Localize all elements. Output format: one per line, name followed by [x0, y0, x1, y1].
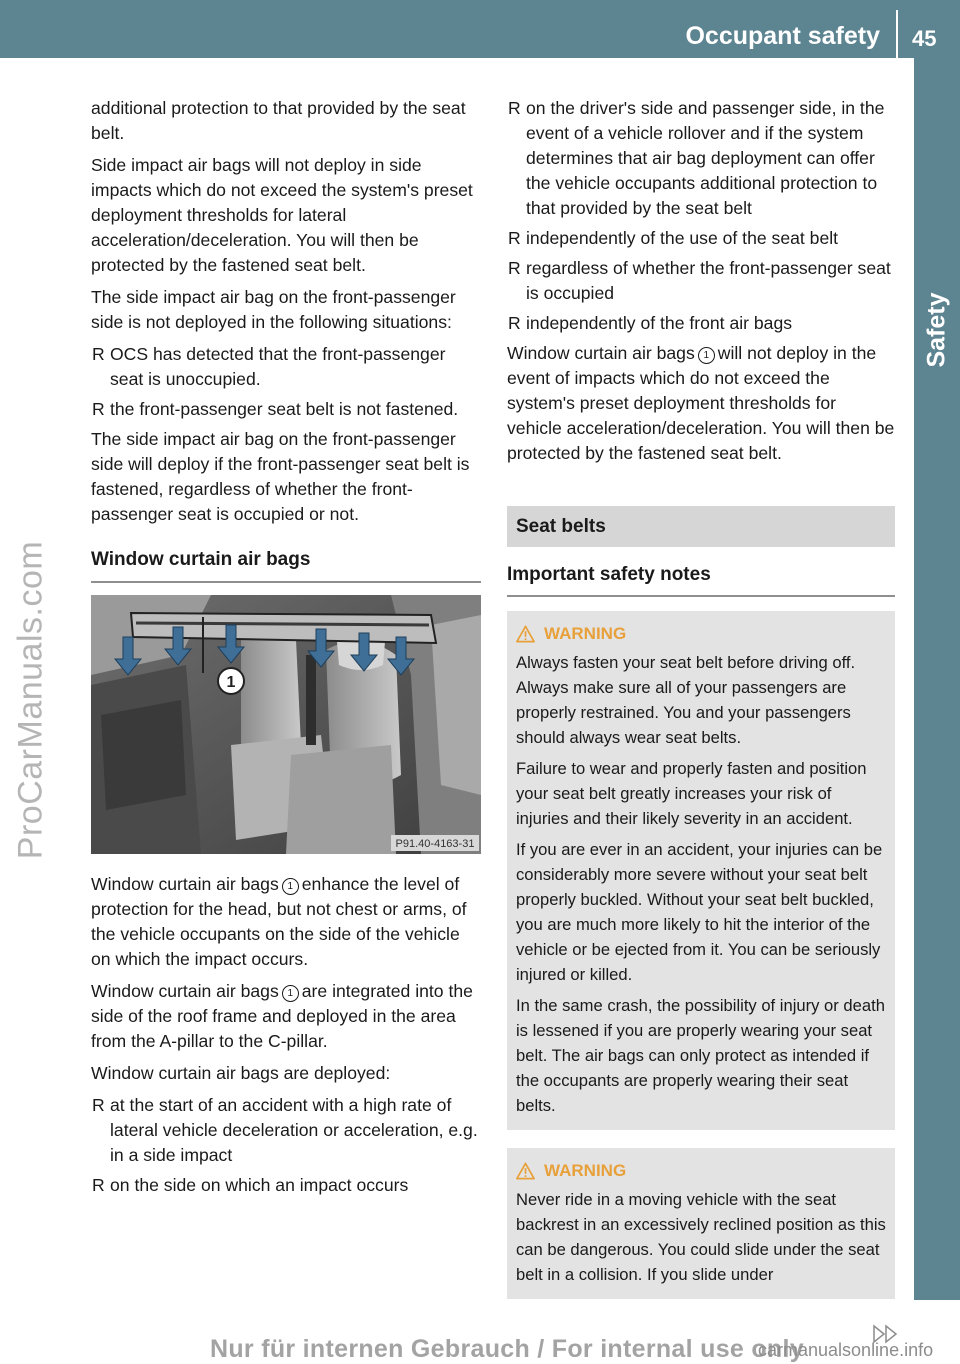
footer-url: carmanualsonline.info — [758, 1340, 934, 1360]
warning-title — [516, 621, 886, 646]
list-item: R at the start of an accident with a high rate of lateral vehicle deceleration or acceleration, e.g. in a side impact — [92, 1095, 478, 1165]
page-number: 45 — [912, 26, 937, 51]
warning-paragraph: Never ride in a moving vehicle with the seat backrest in an excessively reclined position as this can be dangerous. You could slide under the seat belt in a collision. If you slide under — [516, 1190, 886, 1284]
warning-triangle-icon — [516, 1162, 535, 1180]
side-tab-label: Safety — [922, 292, 951, 368]
watermark-text: ProCarManuals.com — [11, 540, 50, 860]
warning-box — [507, 611, 895, 1130]
list-item: R regardless of whether the front-passenger seat is occupied — [508, 258, 891, 303]
paragraph: The side impact air bag on the front-passenger side will deploy if the front-passenger seat belt is fastened, regardless of whether the front-passenger seat is occupied or not. — [91, 429, 470, 524]
warning-triangle-icon — [516, 625, 535, 643]
warning-paragraph: Failure to wear and properly fasten and position your seat belt greatly increases your risk of injuries and their likely severity in an accident. — [516, 759, 867, 828]
side-tab — [914, 58, 960, 1300]
list-item-text: OCS has detected that the front-passenger seat is unoccupied. — [110, 344, 446, 389]
paragraph: additional protection to that provided by the seat belt. — [91, 98, 466, 143]
paragraph: Side impact air bags will not deploy in side impacts which do not exceed the system's preset deployment thresholds for lateral acceleration/deceleration. You will then be protected by the fastened seat belt. — [91, 155, 473, 275]
warning-label: WARNING — [544, 1161, 627, 1180]
left-column — [91, 96, 481, 1203]
list-item-text: regardless of whether the front-passenger seat is occupied — [526, 258, 891, 303]
watermark — [0, 500, 62, 900]
warning-box — [507, 1148, 895, 1299]
footer-note: Nur für internen Gebrauch / For internal use only — [210, 1335, 804, 1363]
list-item: R OCS has detected that the front-passenger seat is unoccupied. — [92, 344, 446, 389]
paragraph: Window curtain air bags 1 will not deploy in the event of impacts which do not exceed the system's preset deployment thresholds for vehicle acceleration/deceleration. You will then be protected by the fastened seat belt. — [507, 343, 895, 463]
header-divider — [896, 10, 898, 58]
paragraph: Window curtain air bags 1 are integrated into the side of the roof frame and deployed in the area from the A-pillar to the C-pillar. — [91, 981, 473, 1051]
list-item: R on the driver's side and passenger side, in the event of a vehicle rollover and if the system determines that air bag deployment can offer the vehicle occupants additional protection to that provided by the seat belt — [508, 98, 885, 218]
svg-text:1: 1 — [226, 674, 236, 691]
list-item: R on the side on which an impact occurs — [92, 1175, 409, 1195]
list-item: R independently of the front air bags — [508, 313, 793, 333]
warning-title — [516, 1158, 886, 1183]
warning-paragraph: If you are ever in an accident, your injuries can be considerably more severe without your seat belt properly buckled. Without your seat belt buckled, you are much more likely to hit the interior of the vehicle or be ejected from it. You can be seriously injured or killed. — [516, 840, 883, 984]
page-header — [0, 0, 960, 58]
list-item-text: on the side on which an impact occurs — [110, 1175, 409, 1195]
subsection-heading: Important safety notes — [507, 562, 895, 597]
callout-icon: 1 — [698, 347, 715, 364]
figure-code: P91.40-4163-31 — [395, 838, 475, 850]
list-item-text: independently of the use of the seat belt — [526, 228, 839, 248]
paragraph: Window curtain air bags 1 enhance the level of protection for the head, but not chest or arms, of the vehicle occupants on the side of the vehicle on which the impact occurs. — [91, 874, 467, 969]
callout-icon: 1 — [282, 985, 299, 1002]
list-item-text: independently of the front air bags — [526, 313, 793, 333]
window-curtain-airbag-figure — [91, 595, 481, 854]
section-heading: Seat belts — [507, 506, 895, 547]
warning-paragraph: Always fasten your seat belt before driving off. Always make sure all of your passengers are properly restrained. You and your passengers should always wear seat belts. — [516, 653, 856, 747]
list-item-text: the front-passenger seat belt is not fastened. — [110, 399, 459, 419]
list-item: R the front-passenger seat belt is not fastened. — [92, 399, 459, 419]
paragraph: Window curtain air bags are deployed: — [91, 1063, 391, 1083]
list-item-text: on the driver's side and passenger side, in the event of a vehicle rollover and if the system determines that air bag deployment can offer the vehicle occupants additional protection to that provided by the seat belt — [526, 98, 885, 218]
list-item: R independently of the use of the seat belt — [508, 228, 839, 248]
callout-icon: 1 — [282, 878, 299, 895]
list-item-text: at the start of an accident with a high rate of lateral vehicle deceleration or acceleration, e.g. in a side impact — [110, 1095, 478, 1165]
car-interior-illustration — [91, 595, 481, 854]
section-title: Occupant safety — [685, 22, 880, 50]
warning-label: WARNING — [544, 624, 627, 643]
right-column — [507, 96, 895, 1317]
paragraph: The side impact air bag on the front-passenger side is not deployed in the following situations: — [91, 287, 456, 332]
warning-paragraph: In the same crash, the possibility of injury or death is lessened if you are properly wearing your seat belt. The air bags can only protect as intended if the occupants are properly wearing their seat belts. — [516, 996, 885, 1115]
subsection-heading: Window curtain air bags — [91, 547, 481, 583]
